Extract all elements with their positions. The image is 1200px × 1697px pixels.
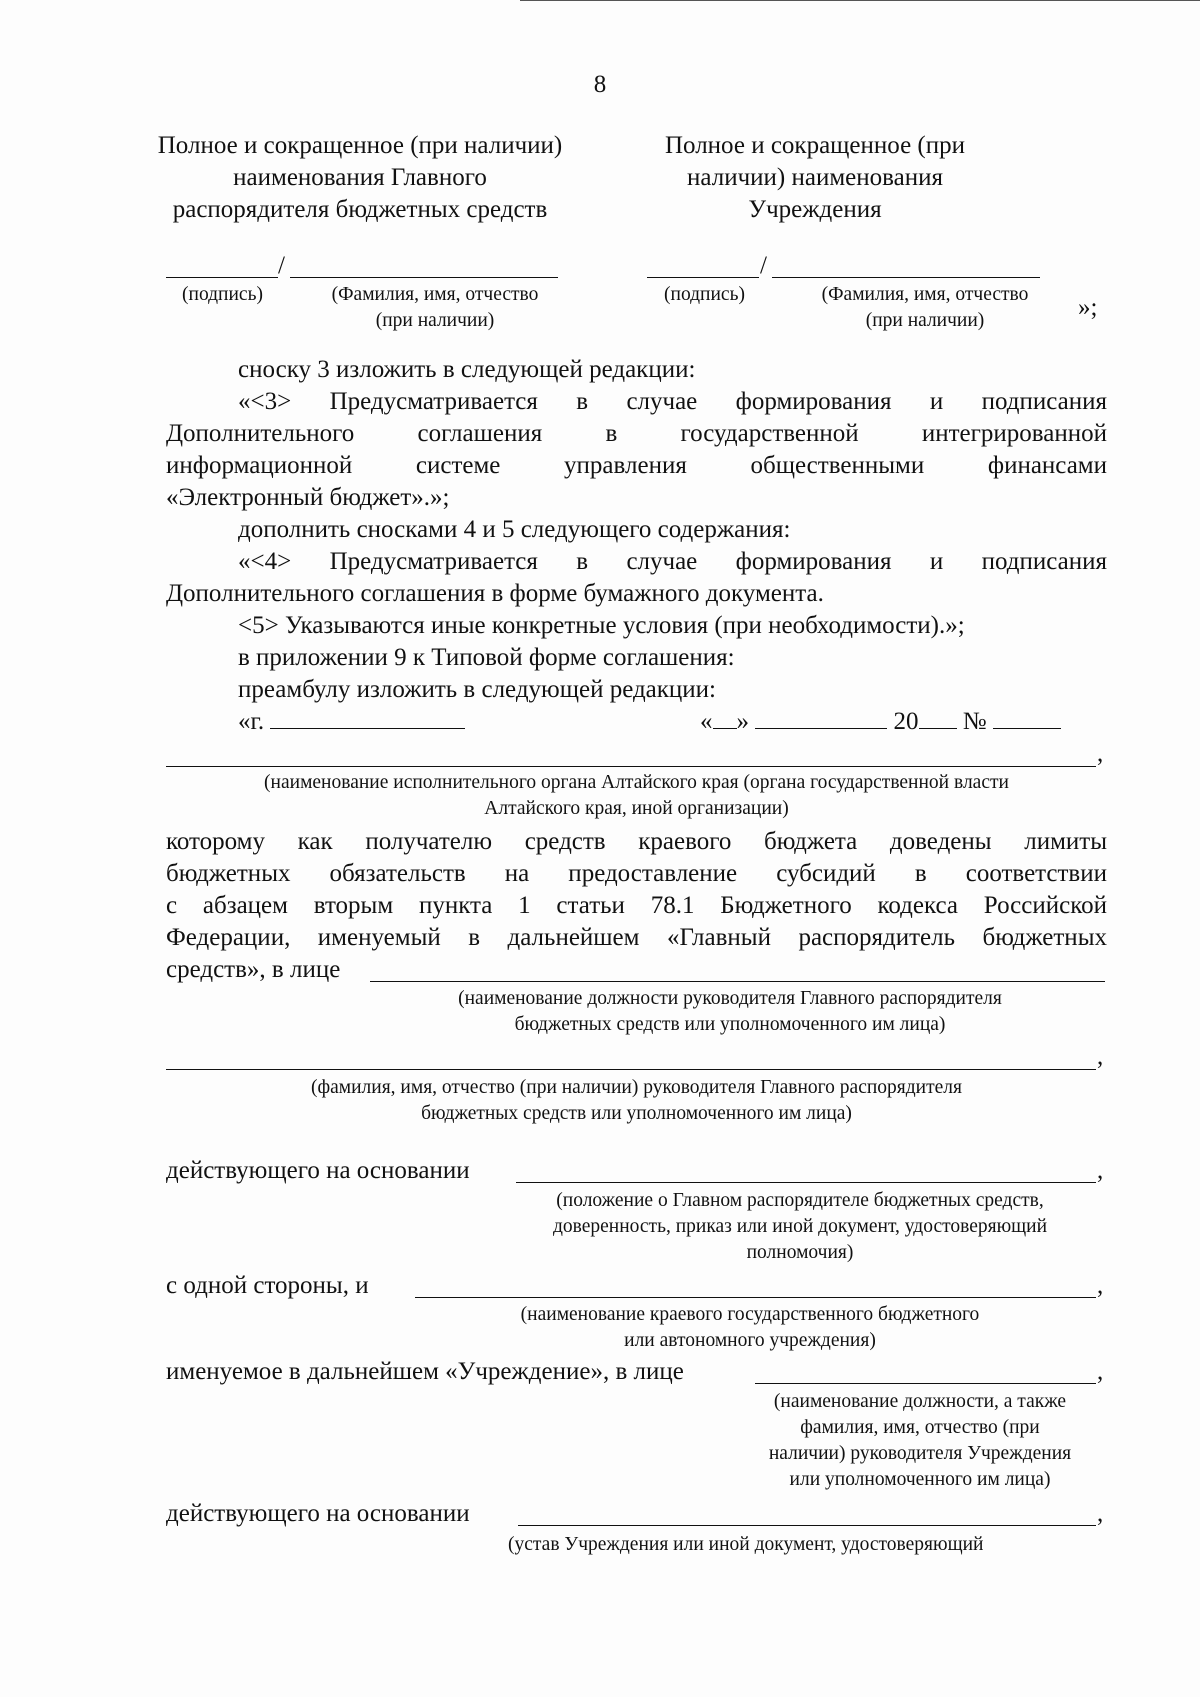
- head-position-line: [755, 1383, 1096, 1384]
- number-blank: [993, 708, 1061, 729]
- comma: ,: [1097, 1500, 1104, 1527]
- footnote-4-line: «<4> Предусматривается в случае формирования и подписания: [238, 548, 1107, 575]
- city-field: [238, 706, 465, 738]
- head-caption-line: (наименование должности, а также: [773, 1391, 1067, 1412]
- org-caption-line: (наименование исполнительного органа Алтайского края (органа государственной власти: [264, 772, 1009, 793]
- preamble-line: бюджетных обязательств на предоставление субсидий в соответствии: [166, 860, 1107, 887]
- month-blank: [755, 708, 887, 729]
- position-caption-line: бюджетных средств или уполномоченного им лица): [514, 1014, 946, 1035]
- fio-caption-line: бюджетных средств или уполномоченного им лица): [421, 1103, 852, 1124]
- name-caption-line: (при наличии): [865, 310, 985, 331]
- footnote-3-line: «<3> Предусматривается в случае формирования и подписания: [238, 388, 1107, 415]
- name-caption-line: (при наличии): [375, 310, 495, 331]
- day-blank: [713, 708, 737, 729]
- footnote-5: <5> Указываются иные конкретные условия (при необходимости).»;: [238, 612, 965, 639]
- institution-name-line: [415, 1297, 1096, 1298]
- institution-caption: [430, 1302, 1070, 1354]
- head-caption-line: наличии) руководителя Учреждения: [768, 1443, 1072, 1464]
- institution-heading-line: наличии) наименования: [687, 164, 943, 191]
- in-person-label: средств», в лице: [166, 956, 341, 983]
- footnote-3-line: информационной системе управления общественными финансами: [166, 452, 1107, 479]
- date-close-quote: »: [736, 708, 749, 735]
- institution-signature-line: [647, 277, 759, 278]
- institution-caption-line: (наименование краевого государственного бюджетного: [520, 1304, 980, 1325]
- position-caption: [380, 986, 1080, 1038]
- institution-heading: [660, 130, 970, 226]
- acting-basis-line: [516, 1182, 1096, 1183]
- preamble-line: с абзацем вторым пункта 1 статьи 78.1 Бюджетного кодекса Российской: [166, 892, 1107, 919]
- city-prefix: «г.: [238, 708, 265, 735]
- fio-line: [166, 1069, 1096, 1070]
- position-caption-line: (наименование должности руководителя Главного распорядителя: [458, 988, 1002, 1009]
- charter-caption: (устав Учреждения или иной документ, удостоверяющий: [508, 1534, 984, 1555]
- gr-name-line: [290, 277, 558, 278]
- signature-caption: (подпись): [664, 284, 745, 305]
- date-open-quote: «: [700, 708, 713, 735]
- year-prefix: 20: [893, 708, 919, 735]
- org-name-line: [166, 766, 1096, 767]
- preamble-line: Федерации, именуемый в дальнейшем «Главный распорядитель бюджетных: [166, 924, 1107, 951]
- footnotes-4-5-intro: дополнить сносками 4 и 5 следующего содержания:: [238, 516, 791, 543]
- footnote-3-line: «Электронный бюджет».»;: [166, 484, 450, 511]
- footnote-3-line: Дополнительного соглашения в государственной интегрированной: [166, 420, 1107, 447]
- named-institution-label: именуемое в дальнейшем «Учреждение», в лице: [166, 1358, 684, 1385]
- footnote-4-line: Дополнительного соглашения в форме бумажного документа.: [166, 580, 824, 607]
- comma: ,: [1097, 740, 1104, 767]
- head-caption: [720, 1389, 1120, 1493]
- name-caption: [790, 282, 1060, 334]
- closing-quote: »;: [1078, 294, 1098, 321]
- gr-heading-line: наименования Главного: [233, 164, 487, 191]
- org-caption: [166, 770, 1107, 822]
- comma: ,: [1097, 1272, 1104, 1299]
- gr-signature-line: [166, 277, 278, 278]
- signature-caption: (подпись): [182, 284, 263, 305]
- position-line: [370, 981, 1105, 982]
- year-blank: [919, 708, 957, 729]
- basis-caption-line: доверенность, приказ или иной документ, удостоверяющий: [552, 1216, 1048, 1237]
- one-side-label: с одной стороны, и: [166, 1272, 369, 1299]
- fio-caption: [166, 1075, 1107, 1127]
- basis-caption-line: полномочия): [746, 1242, 854, 1263]
- gr-heading-line: Полное и сокращенное (при наличии): [157, 132, 563, 159]
- appendix-9-intro: в приложении 9 к Типовой форме соглашения:: [238, 644, 735, 671]
- acting-basis-label: действующего на основании: [166, 1500, 470, 1527]
- gr-heading-line: распорядителя бюджетных средств: [172, 196, 548, 223]
- comma: ,: [1097, 1157, 1104, 1184]
- footnote-3-intro: сноску 3 изложить в следующей редакции:: [238, 356, 696, 383]
- scan-top-border: [520, 0, 1200, 1]
- basis-caption: [480, 1188, 1120, 1266]
- institution-name-line: [772, 277, 1040, 278]
- slash: /: [278, 252, 285, 279]
- head-caption-line: фамилия, имя, отчество (при: [800, 1417, 1040, 1438]
- comma: ,: [1097, 1043, 1104, 1070]
- date-field: [700, 706, 1061, 738]
- name-caption: [300, 282, 570, 334]
- preamble-intro: преамбулу изложить в следующей редакции:: [238, 676, 717, 703]
- slash: /: [760, 252, 767, 279]
- institution-heading-line: Полное и сокращенное (при: [664, 132, 966, 159]
- charter-line: [518, 1525, 1096, 1526]
- institution-heading-line: Учреждения: [748, 196, 882, 223]
- page-number: 8: [593, 71, 607, 98]
- gr-heading: [150, 130, 570, 226]
- number-sign: №: [962, 708, 987, 735]
- head-caption-line: или уполномоченного им лица): [789, 1469, 1051, 1490]
- name-caption-line: (Фамилия, имя, отчество: [331, 284, 539, 305]
- institution-caption-line: или автономного учреждения): [624, 1330, 876, 1351]
- city-blank: [270, 708, 465, 729]
- comma: ,: [1097, 1358, 1104, 1385]
- basis-caption-line: (положение о Главном распорядителе бюджетных средств,: [556, 1190, 1044, 1211]
- acting-basis-label: действующего на основании: [166, 1157, 470, 1184]
- org-caption-line: Алтайского края, иной организации): [484, 798, 789, 819]
- fio-caption-line: (фамилия, имя, отчество (при наличии) руководителя Главного распорядителя: [310, 1077, 962, 1098]
- name-caption-line: (Фамилия, имя, отчество: [821, 284, 1029, 305]
- preamble-line: которому как получателю средств краевого бюджета доведены лимиты: [166, 828, 1107, 855]
